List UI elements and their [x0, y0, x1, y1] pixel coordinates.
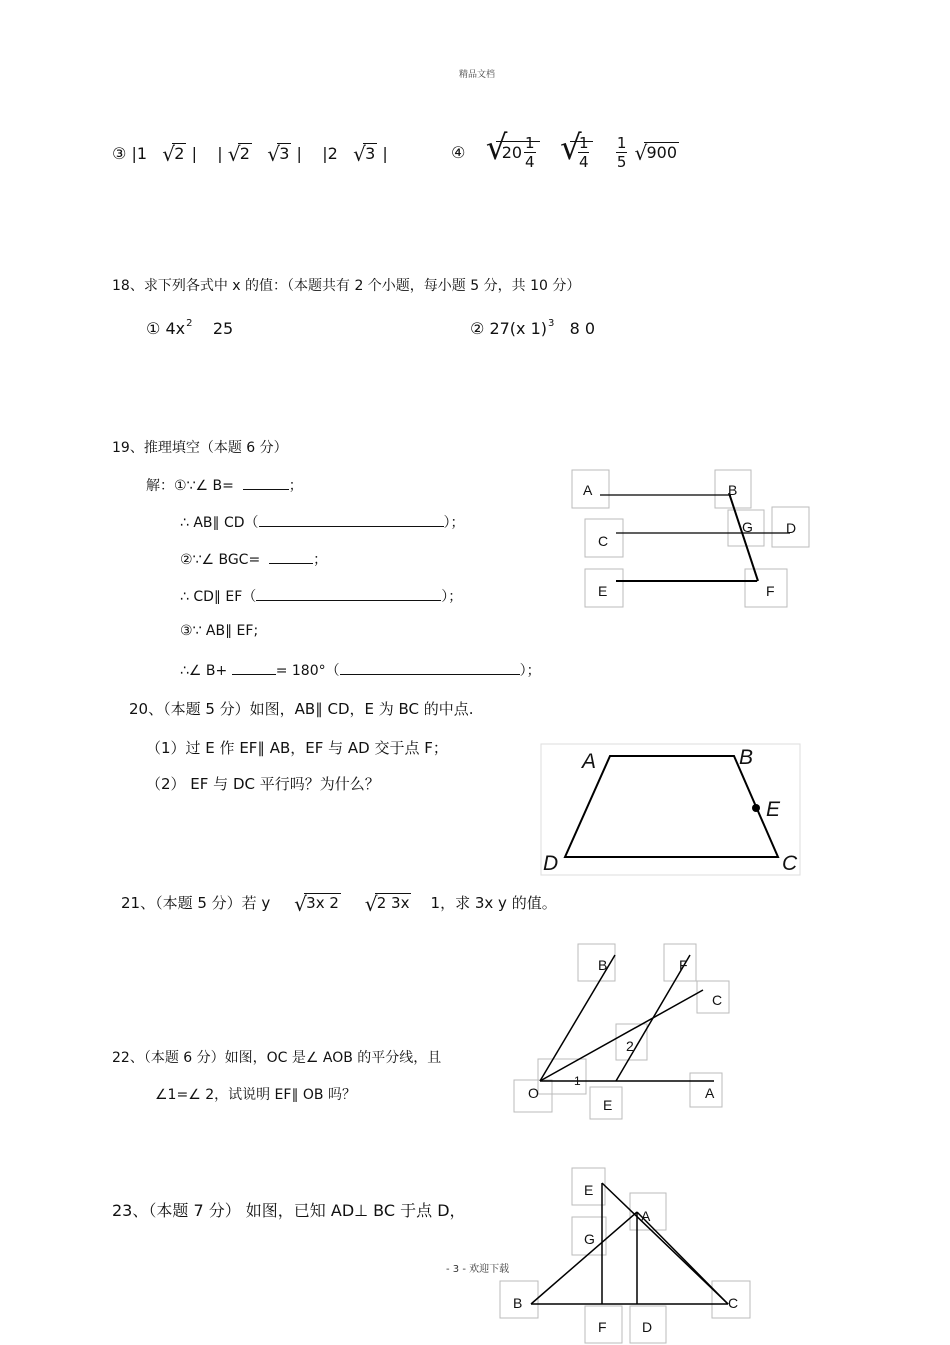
q18-eq2: ② 27(x 1)$^3$ 8 0 [470, 318, 596, 338]
q23-label-F: F [598, 1319, 607, 1335]
q22-label-A: A [705, 1085, 715, 1101]
q23-label-G: G [584, 1231, 595, 1247]
item4-mark: ④ [451, 143, 466, 162]
page-header: 精品文档 [459, 70, 496, 80]
coef-frac: $\frac{1}{5}$ [616, 134, 627, 171]
sqrt-3b-radical: √ 3 [353, 142, 376, 166]
q18-title: 18、求下列各式中 x 的值：（本题共有 2 个小题，每小题 5 分，共 10 分） [112, 278, 581, 294]
q20-label-B: B [739, 746, 754, 769]
q23-label-D: D [642, 1319, 653, 1335]
q23-figure [500, 1168, 750, 1343]
q19-label-C: C [598, 533, 609, 549]
q23-label-C: C [728, 1295, 739, 1311]
page-footer: - 3 - 欢迎下载 [446, 1264, 510, 1275]
q19-label-G: G [742, 519, 753, 535]
q20-label-C: C [782, 852, 798, 875]
q21-text: 21、（本题 5 分）若 y √ 3x 2 √ 2 3x 1，求 3x y 的值。 [121, 892, 557, 916]
q22-label-2: 2 [626, 1038, 634, 1054]
q19-label-A: A [583, 482, 593, 498]
sqrt-2-3x-radical: √ 2 3x [364, 892, 410, 916]
q22-line1: 22、（本题 6 分）如图，OC 是∠ AOB 的平分线，且 [112, 1050, 442, 1066]
q23-label-A: A [641, 1208, 651, 1224]
q22-label-E: E [603, 1097, 613, 1113]
sqrt-frac-radical: √ $\frac{1}{4}$ [560, 134, 594, 171]
q23-text: 23、（本题 7 分） 如图，已知 AD⊥ BC 于点 D， [112, 1201, 466, 1220]
q19-line1: 解：①∵∠ B= ； [146, 478, 303, 494]
q20-label-D: D [543, 852, 559, 875]
q23-label-E: E [584, 1182, 594, 1198]
q19-label-E: E [598, 583, 608, 599]
q20-part2: （2） EF 与 DC 平行吗？为什么？ [146, 775, 380, 793]
item3-mark: ③ [112, 144, 127, 163]
item3-abs-open: |1 [131, 144, 148, 163]
sqrt-3x-2-radical: √ 3x 2 [294, 892, 339, 916]
q22-label-C: C [712, 992, 723, 1008]
q17-item3: ③ |1 √ 2 | | √ 2 √ 3 | |2 √ 3 | [112, 142, 388, 166]
q19-title: 19、推理填空（本题 6 分） [112, 440, 288, 456]
q22-label-O: O [528, 1085, 539, 1101]
sqrt-2b-radical: √ 2 [227, 142, 250, 166]
q19-line4: ∴ CD∥ EF（ ）； [180, 589, 463, 605]
q23-label-B: B [513, 1295, 523, 1311]
q22-label-B: B [598, 957, 608, 973]
q19-line2: ∴ AB∥ CD（ ）； [180, 515, 465, 531]
q19-line6: ∴∠ B+ = 180°（ ）； [180, 663, 541, 679]
q20-midpoint-E [752, 804, 760, 812]
q22-label-1: 1 [574, 1074, 581, 1088]
q19-label-D: D [786, 520, 797, 536]
q22-line2: ∠1=∠ 2，试说明 EF∥ OB 吗？ [155, 1087, 356, 1103]
q20-title: 20、（本题 5 分）如图，AB∥ CD，E 为 BC 的中点. [129, 700, 474, 718]
q22-figure [514, 944, 729, 1119]
q19-label-F: F [766, 583, 775, 599]
q19-label-B: B [728, 482, 738, 498]
q22-label-F: F [679, 957, 688, 973]
q20-part1: （1）过 E 作 EF∥ AB，EF 与 AD 交于点 F； [146, 739, 448, 757]
sqrt-900-radical: √ 900 [634, 141, 678, 165]
q20-label-E: E [766, 798, 781, 821]
q20-figure [541, 744, 800, 875]
q20-label-A: A [582, 750, 597, 773]
sqrt-2-radical: √ 2 [162, 142, 185, 166]
q18-eq1: ① $4x^2$ 25 [146, 318, 234, 338]
sqrt-mixed-radical: √ 20 $\frac{1}{4}$ [486, 134, 540, 171]
q19-line3: ②∵∠ BGC= ； [180, 552, 328, 568]
q19-line5: ③∵ AB∥ EF; [180, 623, 259, 639]
sqrt-3-radical: √ 3 [267, 142, 290, 166]
